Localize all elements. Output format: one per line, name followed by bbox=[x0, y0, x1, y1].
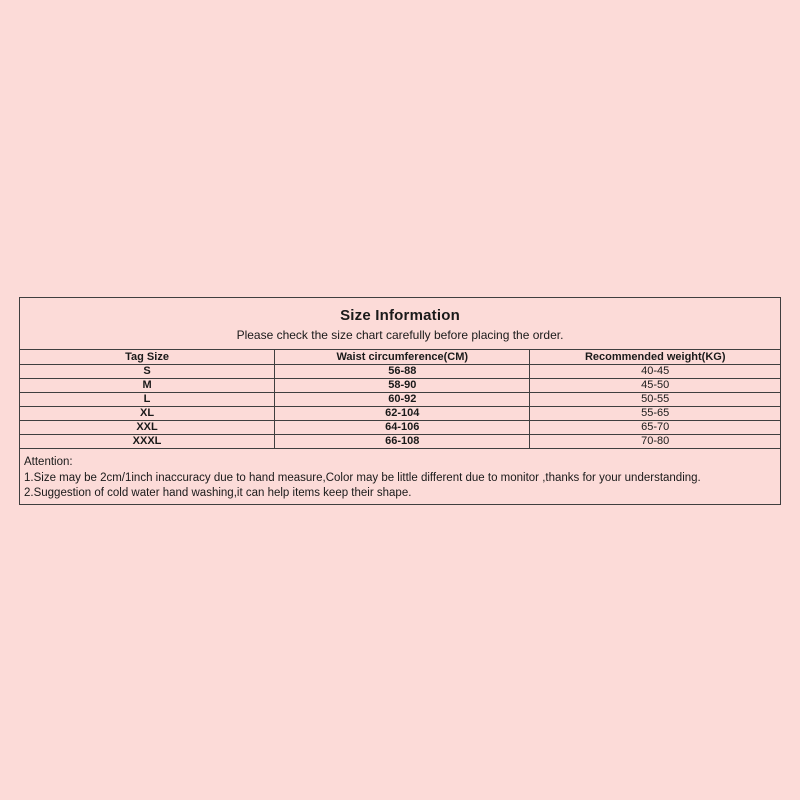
attention-heading: Attention: bbox=[24, 456, 73, 468]
table-row bbox=[20, 379, 780, 393]
column-header-tag-size: Tag Size bbox=[20, 350, 275, 365]
table-row bbox=[20, 365, 780, 379]
waist-cell: 58-90 bbox=[275, 379, 530, 393]
waist-cell: 60-92 bbox=[275, 393, 530, 407]
waist-cell: 66-108 bbox=[275, 435, 530, 449]
size-chart-subtitle: Please check the size chart carefully before placing the order. bbox=[236, 328, 564, 342]
table-row bbox=[20, 393, 780, 407]
weight-cell: 70-80 bbox=[530, 435, 780, 449]
title-section bbox=[20, 298, 780, 349]
tag-size-cell: XL bbox=[20, 407, 275, 421]
size-table bbox=[20, 349, 780, 449]
waist-cell: 56-88 bbox=[275, 365, 530, 379]
tag-size-cell: M bbox=[20, 379, 275, 393]
tag-size-cell: XXXL bbox=[20, 435, 275, 449]
size-chart-title: Size Information bbox=[340, 307, 460, 324]
weight-cell: 45-50 bbox=[530, 379, 780, 393]
weight-cell: 40-45 bbox=[530, 365, 780, 379]
weight-cell: 65-70 bbox=[530, 421, 780, 435]
weight-cell: 55-65 bbox=[530, 407, 780, 421]
attention-note: 1.Size may be 2cm/1inch inaccuracy due to hand measure,Color may be little different due to monitor ,thanks for your understanding. bbox=[24, 471, 701, 484]
tag-size-cell: XXL bbox=[20, 421, 275, 435]
waist-cell: 62-104 bbox=[275, 407, 530, 421]
table-row bbox=[20, 407, 780, 421]
attention-section bbox=[20, 449, 780, 504]
weight-cell: 50-55 bbox=[530, 393, 780, 407]
size-chart-panel bbox=[19, 297, 781, 505]
column-header-waist: Waist circumference(CM) bbox=[275, 350, 530, 365]
tag-size-cell: S bbox=[20, 365, 275, 379]
table-row bbox=[20, 435, 780, 449]
tag-size-cell: L bbox=[20, 393, 275, 407]
waist-cell: 64-106 bbox=[275, 421, 530, 435]
column-header-weight: Recommended weight(KG) bbox=[530, 350, 780, 365]
table-header-row bbox=[20, 350, 780, 365]
attention-note: 2.Suggestion of cold water hand washing,it can help items keep their shape. bbox=[24, 487, 412, 499]
table-row bbox=[20, 421, 780, 435]
